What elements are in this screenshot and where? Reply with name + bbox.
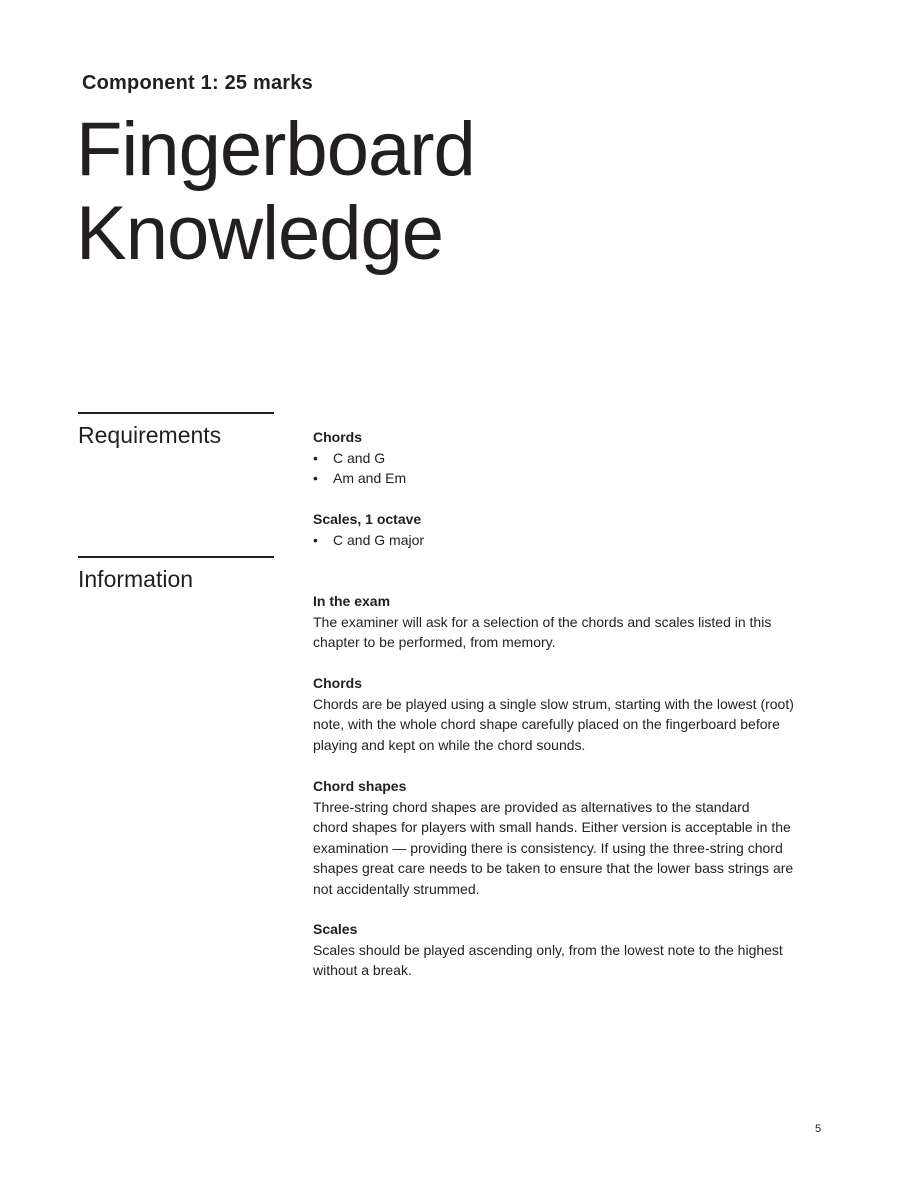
bullet-icon: • [313,449,318,466]
list-item [313,530,823,551]
page-title-line-1: Fingerboard [76,107,475,192]
information-scales-block [313,919,823,981]
information-chords-block [313,673,823,755]
component-marks-heading: Component 1: 25 marks [82,72,313,94]
text-line: Three-string chord shapes are provided as alternatives to the standard [313,798,750,815]
text-line: chord shapes for players with small hands. Either version is acceptable in the [313,819,791,835]
information-chord-shapes-heading: Chord shapes [313,778,407,794]
text-line: Chords are be played using a single slow strum, starting with the lowest (root) [313,695,794,712]
text-line: chapter to be performed, from memory. [313,634,556,650]
information-exam-heading: In the exam [313,593,391,609]
requirements-chords-list [313,448,823,489]
text-line: Scales should be played ascending only, from the lowest note to the highest [313,941,783,958]
information-chord-shapes-block [313,776,823,899]
bullet-icon: • [313,470,318,486]
text-line: playing and kept on while the chord sounds. [313,736,586,753]
text-line: examination — providing there is consistency. If using the three-string chord [313,839,783,856]
information-section-label [78,556,274,593]
text-line: note, with the whole chord shape carefully placed on the fingerboard before [313,716,780,732]
requirements-section-label [78,412,274,449]
information-label: Information [78,566,194,592]
text-line: The examiner will ask for a selection of the chords and scales listed in this [313,613,772,630]
requirements-chords-block [313,427,823,489]
list-item-text: Am and Em [333,470,407,486]
bullet-icon: • [313,531,318,548]
text-line: without a break. [313,962,412,978]
information-exam-text [313,612,823,653]
page-number: 5 [815,1123,822,1135]
list-item [313,468,823,489]
information-scales-heading: Scales [313,921,358,937]
requirements-label: Requirements [78,422,222,448]
information-chords-heading: Chords [313,675,362,691]
requirements-scales-block [313,509,823,550]
information-chords-text [313,694,823,756]
information-chord-shapes-text [313,797,823,900]
text-line: not accidentally strummed. [313,880,480,897]
requirements-chords-heading: Chords [313,429,362,445]
text-line: shapes great care needs to be taken to ensure that the lower bass strings are [313,860,794,876]
information-scales-text [313,940,823,981]
page-title [76,108,475,276]
list-item-text: C and G [333,449,386,466]
requirements-scales-heading: Scales, 1 octave [313,511,422,527]
page-title-line-2: Knowledge [76,191,444,276]
list-item-text: C and G major [333,531,425,548]
requirements-scales-list [313,530,823,551]
information-exam-block [313,591,823,653]
list-item [313,448,823,469]
